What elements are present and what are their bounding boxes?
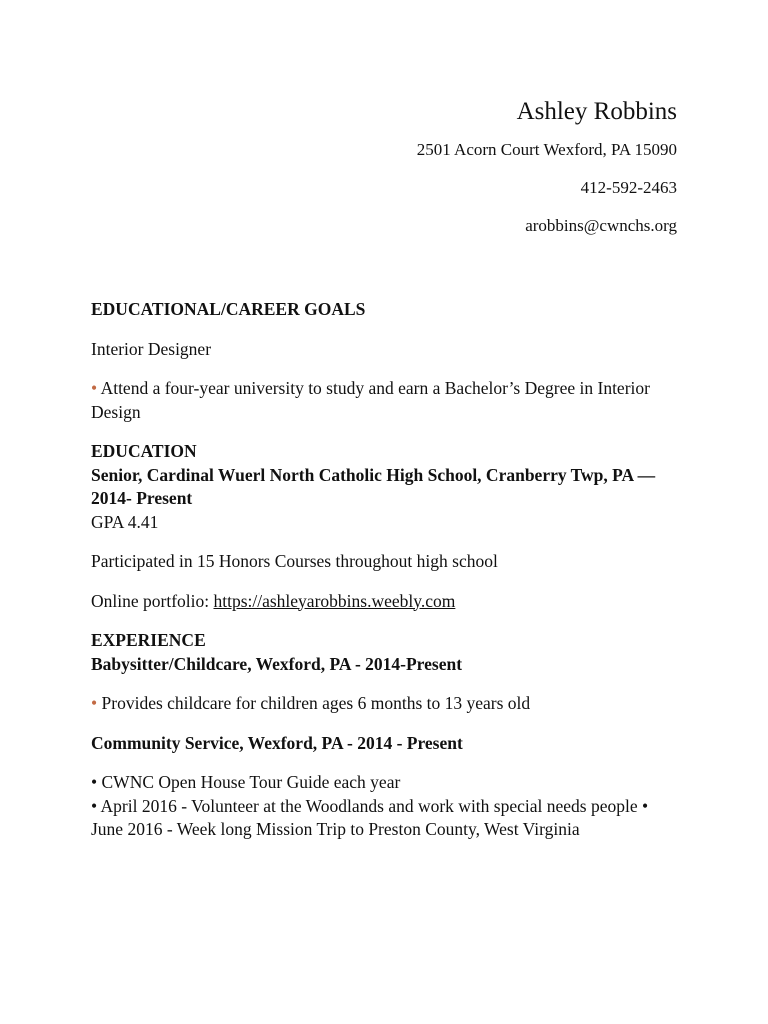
phone-number: 412-592-2463 xyxy=(580,178,677,197)
contact-header xyxy=(417,96,677,253)
honors-courses: Participated in 15 Honors Courses throughout high school xyxy=(91,551,498,571)
portfolio-line xyxy=(91,590,681,614)
experience-heading: EXPERIENCE xyxy=(91,630,206,650)
goal-item xyxy=(91,377,681,424)
school-entry: Senior, Cardinal Wuerl North Catholic High School, Cranberry Twp, PA — 2014- Present xyxy=(91,464,656,508)
gpa: GPA 4.41 xyxy=(91,511,159,532)
applicant-name: Ashley Robbins xyxy=(516,98,677,125)
bullet-icon: • xyxy=(91,378,98,398)
portfolio-link[interactable]: https://ashleyarobbins.weebly.com xyxy=(213,590,456,611)
community-item-2: • April 2016 - Volunteer at the Woodlands and work with special needs people • June 2016 - Week long Mission Trip to Preston County, West Virginia xyxy=(91,795,649,839)
address: 2501 Acorn Court Wexford, PA 15090 xyxy=(416,140,677,159)
resume-body xyxy=(91,298,681,842)
email-address: arobbins@cwnchs.org xyxy=(525,216,677,235)
job-item-text: Provides childcare for children ages 6 months to 13 years old xyxy=(101,693,531,713)
job-title-babysitter: Babysitter/Childcare, Wexford, PA - 2014-Present xyxy=(91,653,463,674)
portfolio-label: Online portfolio: xyxy=(91,590,214,611)
career-goal: Interior Designer xyxy=(91,338,212,359)
education-heading: EDUCATION xyxy=(91,441,197,461)
goals-heading: EDUCATIONAL/CAREER GOALS xyxy=(91,299,366,319)
job-title-community-service: Community Service, Wexford, PA - 2014 - Present xyxy=(91,732,463,753)
goal-item-text: Attend a four-year university to study and earn a Bachelor’s Degree in Interior Design xyxy=(91,378,650,422)
bullet-icon: • xyxy=(91,693,98,713)
community-item-1: • CWNC Open House Tour Guide each year xyxy=(91,772,401,792)
job-item-babysitter xyxy=(91,692,681,716)
